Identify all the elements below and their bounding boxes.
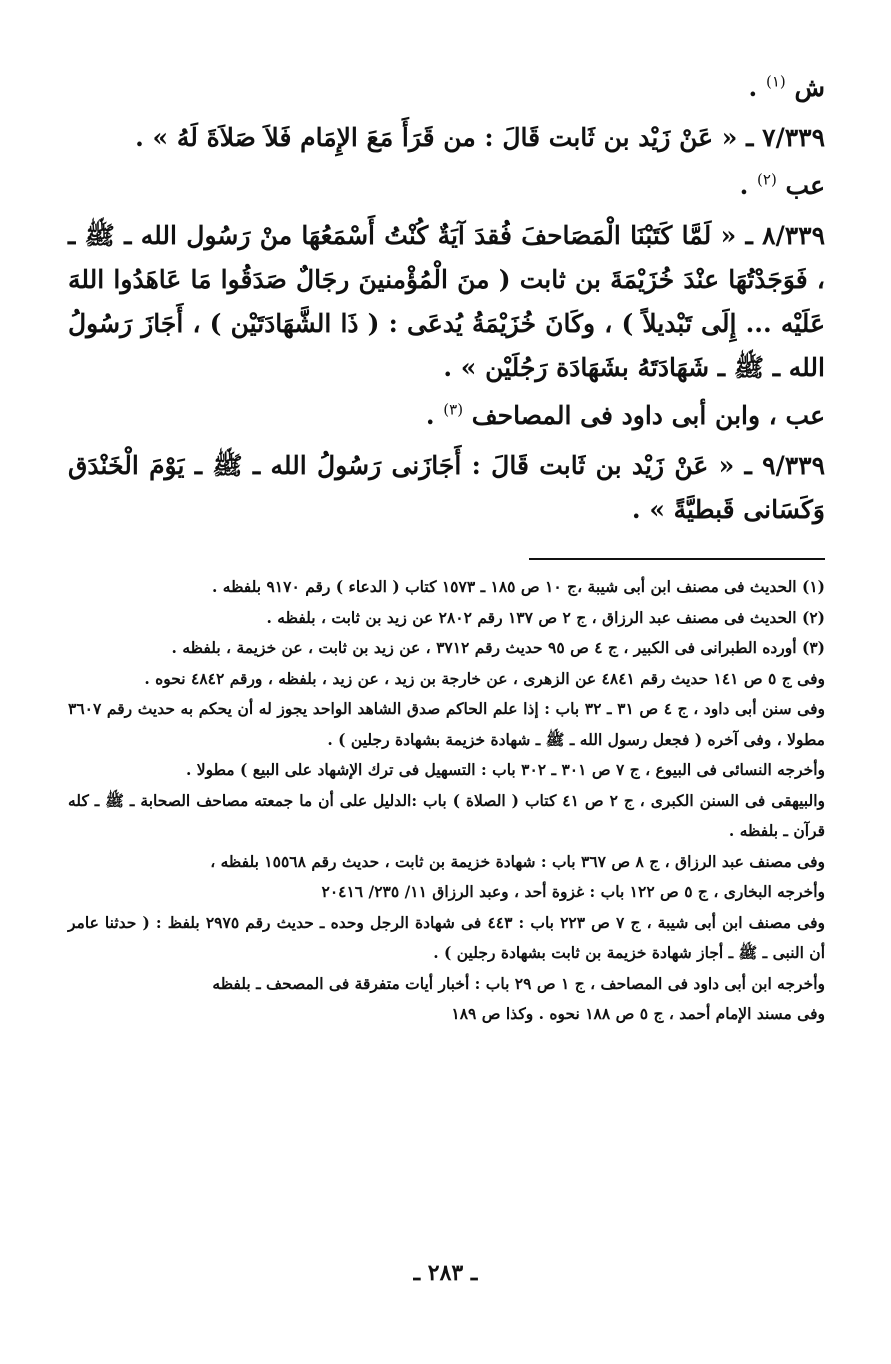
source-abbr: عب: [785, 171, 825, 200]
footnote-divider: [529, 558, 825, 560]
source-text: عب ، وابن أبى داود فى المصاحف: [471, 401, 825, 430]
footnote-3-cont: وفى مصنف ابن أبى شيبة ، ج ٧ ص ٢٢٣ باب : ٤٤٣ فى شهادة الرجل وحده ـ حديث رقم ٢٩٧٥ بلفظ : ( حدثنا عامر أن النبى ـ ﷺ ـ أجاز شهادة خزيمة بن ثابت بشهادة رجلين ) .: [68, 912, 825, 962]
footnote-3-cont: والبيهقى فى السنن الكبرى ، ج ٢ ص ٤١ كتاب ( الصلاة ) باب :الدليل على أن ما جمعته مصاحف الصحابة ـ ﷺ ـ كله قرآن ـ بلفظه .: [68, 790, 825, 840]
footnote-ref-2[interactable]: (٢): [757, 170, 777, 189]
source-line-2: [68, 164, 825, 208]
source-line-1: [68, 66, 825, 110]
footnote-3-cont: وفى مصنف عبد الرزاق ، ج ٨ ص ٣٦٧ باب : شهادة خزيمة بن ثابت ، حديث رقم ١٥٥٦٨ بلفظه ،: [210, 851, 825, 871]
source-end: .: [748, 73, 758, 102]
footnote-3-cont: وفى مسند الإمام أحمد ، ج ٥ ص ١٨٨ نحوه . وكذا ص ١٨٩: [451, 1004, 825, 1023]
source-abbr: ش: [794, 73, 825, 102]
hadith-8: ٨/٣٣٩ ـ « لَمَّا كَتَبْنَا الْمَصَاحفَ فُقدَ آيَةٌ كُنْتُ أَسْمَعُهَا منْ رَسُول الله ـ ﷺ ـ ، فَوَجَدْتُهَا عنْدَ خُزَيْمَةَ بن ثابت ( منَ الْمُؤْمنينَ رجَالٌ صَدَقُوا مَا عَاهَدُوا اللهَ عَلَيْه ... إِلَى تَبْديلاً ) ، وكَانَ خُزَيْمَةُ يُدعَى : ( ذَا الشَّهَادَتَيْن ) ، أَجَازَ رَسُولُ الله ـ ﷺ ـ شَهَادَتَهُ بشَهَادَة رَجُلَيْن » .: [68, 221, 825, 382]
page-number: ـ ٢٨٣ ـ: [413, 1260, 478, 1286]
footnote-ref-3[interactable]: (٣): [443, 400, 464, 419]
footnote-3-cont: وفى سنن أبى داود ، ج ٤ ص ٣١ ـ ٣٢ باب : إذا علم الحاكم صدق الشاهد الواحد يجوز له أن يحكم به حديث رقم ٣٦٠٧ مطولا ، وفى آخره ( فجعل رسول الله ـ ﷺ ـ شهادة خزيمة بشهادة رجلين ) .: [68, 699, 825, 749]
footnote-1: (١) الحديث فى مصنف ابن أبى شيبة ،ج ١٠ ص ١٨٥ ـ ١٥٧٣ كتاب ( الدعاء ) رقم ٩١٧٠ بلفظه .: [211, 577, 825, 596]
footnote-3-cont: وأخرجه ابن أبى داود فى المصاحف ، ج ١ ص ٢٩ باب : أخبار أيات متفرقة فى المصحف ـ بلفظه: [212, 973, 825, 993]
footnote-3-cont: وأخرجه البخارى ، ج ٥ ص ١٢٢ باب : غزوة أحد ، وعبد الرزاق ١١/ ٢٣٥/ ٢٠٤١٦: [321, 882, 825, 901]
footnote-3-cont: وفى ج ٥ ص ١٤١ حديث رقم ٤٨٤١ عن الزهرى ، عن خارجة بن زيد ، عن زيد ، بلفظه ، ورقم ٤٨٤٢ نحوه .: [144, 668, 825, 688]
footnote-2: (٢) الحديث فى مصنف عبد الرزاق ، ج ٢ ص ١٣٧ رقم ٢٨٠٢ عن زيد بن ثابت ، بلفظه .: [266, 607, 825, 627]
hadith-9: ٩/٣٣٩ ـ « عَنْ زَيْد بن ثَابت قَالَ : أَجَازَنى رَسُولُ الله ـ ﷺ ـ يَوْمَ الْخَنْدَق وَكَسَانى قَبطيَّةً » .: [68, 451, 825, 524]
main-text: [68, 66, 825, 532]
document-page: [68, 66, 825, 1364]
source-end: .: [739, 171, 749, 200]
source-line-3: [68, 394, 825, 438]
hadith-7: ٧/٣٣٩ ـ « عَنْ زَيْد بن ثَابت قَالَ : من قَرَأَ مَعَ الإِمَام فَلاَ صَلاَةَ لَهُ » .: [135, 123, 825, 152]
footnote-3: (٣) أورده الطبرانى فى الكبير ، ج ٤ ص ٩٥ حديث رقم ٣٧١٢ ، عن زيد بن ثابت ، عن خزيمة ، بلفظه .: [171, 638, 825, 657]
footnote-3-cont: وأخرجه النسائى فى البيوع ، ج ٧ ص ٣٠١ ـ ٣٠٢ باب : التسهيل فى ترك الإشهاد على البيع ) مطولا .: [185, 760, 825, 779]
footnotes: [68, 572, 825, 1030]
source-end: .: [425, 401, 435, 430]
footnote-ref-1[interactable]: (١): [765, 72, 786, 91]
